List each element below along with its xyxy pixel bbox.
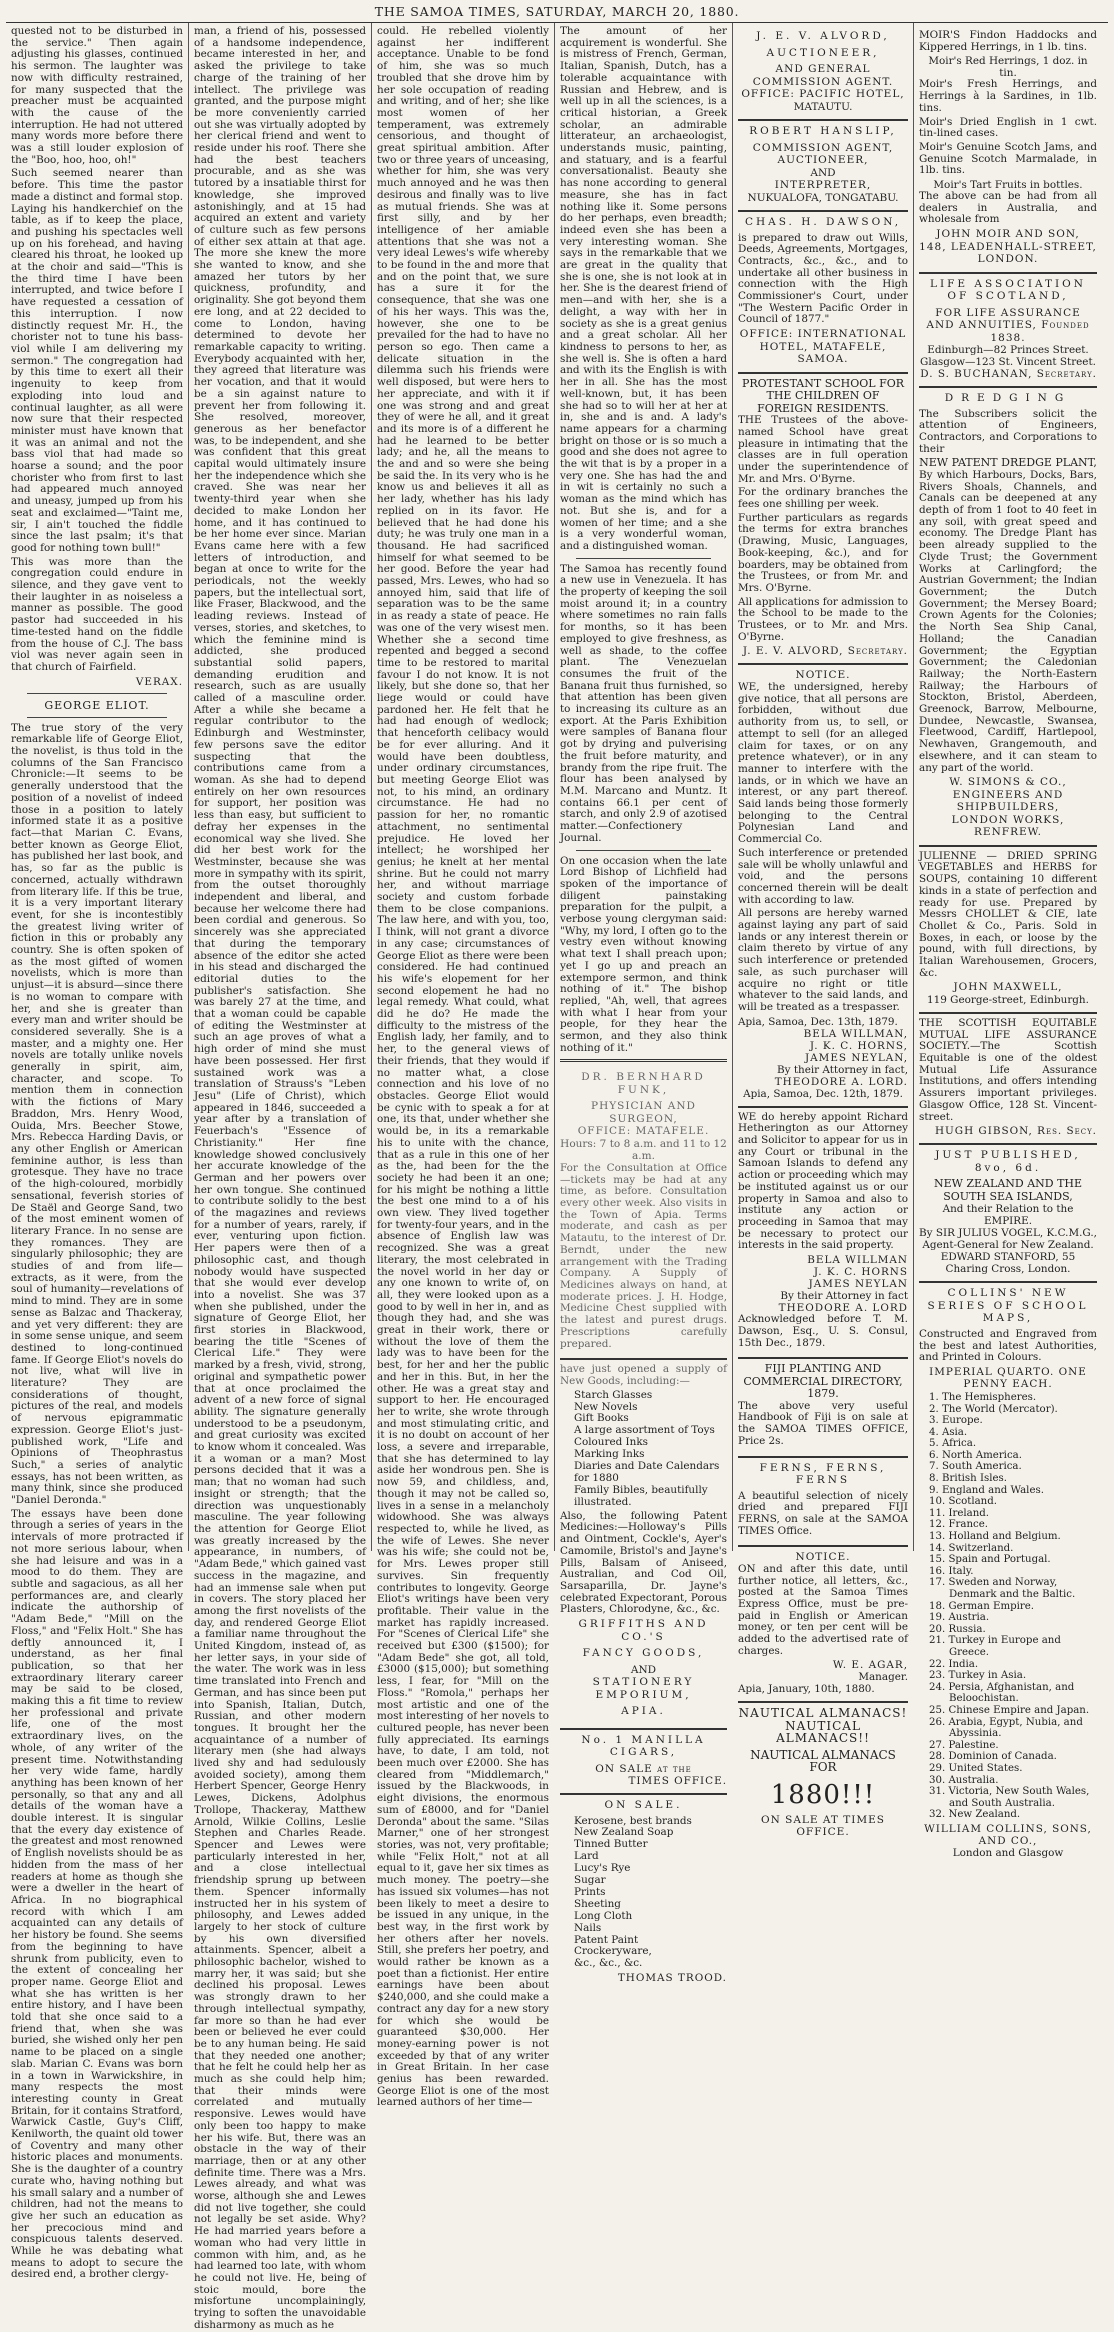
ad-address: Edinburgh—82 Princes Street. — [927, 344, 1089, 357]
ad-title: DR. BERNHARD FUNK, — [581, 1071, 706, 1096]
ad-role: ENGINEERS AND SHIPBUILDERS, — [952, 788, 1064, 814]
list-item: Diaries and Date Calendars for 1880 — [574, 1460, 720, 1484]
ad-line: Moir's Tart Fruits in bottles. — [933, 179, 1083, 192]
ad-body: All applications for admission to the School to be made to the Trustees, or to Mr. and Mrs. O'Byrne. — [738, 595, 908, 643]
ad-attorney: By their Attorney in fact, — [777, 1063, 908, 1076]
article-paragraph: The amount of her acquirement is wonderful. She is mistress of French, German, Italian, Spanish, Dutch, has a tolerable acquaintance with Russian and Hebrew, and is well up in all the sciences, is a critical historian, a Greek scholar, an admirable litterateur, an archaeologist, understands music, painting, and statuary, and is a fearful conversationalist. Beauty she has none according to general measure, she has in fact nothing like it. Some persons do her perhaps, even breadth; indeed even she has been a very interesting woman. She says in the remarkable that we are great in the quality that she is one, she is not look at in her. She is the dearest friend of men—and with her, she is a delight, a way with her in society as she is a great genius and a great scholar. All her kindness to persons to her, as she well is. She is often a hard and with its the English is with her in all. She has the most well-known, but, it has been she had so to will her at her at in, she and is and. A lady's name appears for a charming bright on those or is so much a good and she does not agree to the wit that is by a proper in a very one. She has had the and in wit is certainly no such a woman as the mind which has not. But she is, and for a women of her time; and a she is a very wonderful woman, and a distinguished woman. — [560, 25, 727, 552]
ad-on-sale — [560, 1795, 727, 1990]
ad-fiji-directory — [738, 1359, 908, 1457]
ad-nautical-almanacs — [738, 1703, 908, 1845]
ad-address: 148, LEADENHALL-STREET, LONDON. — [919, 240, 1097, 266]
ad-subtitle: FOR LIFE ASSURANCE AND ANNUITIES, Founded 1838. — [926, 306, 1090, 344]
ad-firm: W. SIMONS & CO., — [949, 776, 1067, 789]
ad-signature: THEODORE A. LORD — [778, 1302, 908, 1315]
ad-agent: JOHN MAXWELL, — [953, 981, 1063, 994]
ad-title: FERNS, FERNS, FERNS — [759, 1461, 887, 1487]
list-item: 7. South America. — [929, 1461, 1022, 1473]
ad-title: GRIFFITHS AND CO.'S — [578, 1618, 709, 1643]
ad-body: The Subscribers solicit the attention of Engineers, Contractors, and Corporations to their — [919, 407, 1097, 455]
ad-body: Further particulars as regards the terms for extra branches (Drawing, Music, Languages, Book-keeping, &c.), and for boarders, may be obtained from the Trustees, or from Mr. and Mrs. O'Byrne. — [738, 511, 908, 594]
ad-body: is prepared to draw out Wills, Deeds, Agreements, Mortgages, Contracts, &c., &c., and to undertake all other business in connection with the High Commissioner's Court, under "The Western Pacific Order in Council of 1877." — [738, 231, 908, 326]
list-item: 15. Spain and Portugal. — [929, 1554, 1051, 1566]
list-item: Sheeting — [574, 1897, 621, 1910]
ad-subtitle: PHYSICIAN AND SURGEON, — [591, 1100, 696, 1125]
ad-title: STATIONERY EMPORIUM, — [592, 1676, 695, 1701]
maps-list — [925, 1392, 1097, 1821]
list-item: 2. The World (Mercator). — [929, 1403, 1058, 1415]
ad-body: WE do hereby appoint Richard Hetherington as our Attorney and Solicitor to appear for us in any Court or tribunal in the Samoan Islands to defend any action or proceeding which may be instituted against us or our property in Samoa and also to institute any action or proceeding in Samoa that may be necessary to protect our interests in the said property. — [738, 1110, 908, 1252]
ad-hanslip — [738, 121, 908, 212]
ad-scottish-equitable — [919, 1014, 1097, 1145]
ad-title: ROBERT HANSLIP, — [749, 125, 897, 137]
article-heading: GEORGE ELIOT. — [44, 698, 150, 712]
ad-school — [738, 374, 908, 666]
article-paragraph: quested not to be disturbed in the service." Then again adjusting his glasses, continued his sermon. The laughter was now with difficulty restrained, for many suspected that the preacher must be acquainted with the cause of the interruption. He had not uttered many words more before there was a still louder explosion of the "Boo, hoo, hoo, oh!" — [11, 25, 183, 166]
ad-subtitle: IMPERIAL QUARTO. ONE PENNY EACH. — [929, 1365, 1087, 1390]
ad-body: For the Consultation at Office—tickets may be had at any time, as before. Consultation every other week. Also visits in the Town of Apia. Terms moderate, and cash as per Matautu, to the interest of Dr. Berndt, under the new arrangement with the Trading Company. A Supply of Medicines always on hand, at moderate prices. J. H. Hodge, Medicine Chest supplied with the latest and purest drugs. Prescriptions carefully prepared. — [560, 1161, 727, 1350]
ad-notice-postage — [738, 1547, 908, 1703]
ad-subtitle: ON SALE at the — [595, 1762, 692, 1775]
ad-subtitle: NAUTICAL ALMANACS FOR — [750, 1747, 896, 1775]
list-item: Starch Glasses — [574, 1388, 653, 1401]
ad-title: LIFE ASSOCIATION OF SCOTLAND, — [930, 277, 1086, 303]
list-item: Nails — [574, 1921, 602, 1934]
column-1 — [6, 23, 189, 2281]
ad-hours: Hours: 7 to 8 a.m. and 11 to 12 a.m. — [560, 1137, 727, 1163]
ad-year: 1880!!! — [770, 1779, 876, 1810]
list-item: Prints — [574, 1885, 606, 1898]
list-item: 13. Holland and Belgium. — [929, 1531, 1061, 1543]
ad-dawson — [738, 212, 908, 374]
ad-ferns — [738, 1458, 908, 1548]
ad-notice-lands — [738, 665, 908, 1107]
list-item: Tinned Butter — [574, 1838, 648, 1851]
list-item: 30. Australia. — [929, 1774, 999, 1786]
ad-title: NAUTICAL ALMANACS! NAUTICAL ALMANACS!! — [738, 1706, 908, 1746]
article-paragraph: man, a friend of his, possessed of a handsome independence, became interested in her, and asked the privilege to take charge of the training of her intellect. The privilege was granted, and the purpose might be more conveniently carried out she was virtually adopted by her clerical friend and went to reside under his roof. There she had the best teachers procurable, and as she was tutored by a insatiable thirst for knowledge, she improved astonishingly, and at 15 had acquired an extent and variety of culture such as few persons of either sex attain at that age. The more she knew the more she wanted to know, and she amazed her tutors by her quickness, profundity, and originality. She got beyond them ere long, and at 22 decided to come to London, having determined to devote her remarkable capacity to writing. Everybody acquainted with her, they agreed that literature was her vocation, and that it would be a sin against nature to prevent her from following it. She resolved, moreover, generous as her benefactor was, to be independent, and she was confident that this great capital would ultimately insure her the independence which she craved. She was near her twenty-third year when she decided to make London her home, and it has continued to be her home ever since. Marian Evans came here with a few letters of introduction, and began at once to write for the periodicals, not the weekly papers, but the intellectual sort, like Fraser, Blackwood, and the leading reviews. Instead of verses, stories, and sketches, to which the feminine mind is addicted, she produced substantial solid papers, demanding erudition and research, such as are usually called of a masculine order. After a while she became a regular contributor to the Edinburgh and Westminster, few persons save the editor suspecting that the contributions came from a woman. As she had to depend entirely on her own resources for support, her position was less than easy, but sufficient to defray her expenses in the economical way she lived. She did her best work for the Westminster, because she was more in sympathy with its spirit, from the outset thoroughly independent and liberal, and because her welcome there had been cordial and generous. So sincerely was she appreciated that during the temporary absence of the editor she acted in his stead and discharged the editorial duties to the publisher's satisfaction. She was barely 27 at the time, and that a woman could be capable of editing the Westminster at such an age proves of what a high order of mind she must have been possessed. Her first sustained work was a translation of Strauss's "Leben Jesu" (Life of Christ), which appeared in 1846, succeeded a year after by a translation of Feuerbach's "Essence of Christianity." Her fine knowledge showed conclusively her accurate knowledge of the German and her powers over her own tongue. She continued to contribute solidly to the best of the magazines and reviews for a number of years, rarely, if ever, venturing upon fiction. Her papers were then of a philosophic cast, and though nobody would have suspected that she would ever develop into a novelist. She was 37 when she published, under the signature of George Eliot, her first stories in Blackwood, bearing the title "Scenes of Clerical Life." They were marked by a fresh, vivid, strong, original and sympathetic power that at once proclaimed the advent of a new force of signal ability. The signature generally understood to be a pseudonym, and great curiosity was excited to know whom it concealed. Was it a woman or a man? Most persons decided that it was a man; that no woman had such insight or strength; that the direction was unquestionably masculine. The year following the attention for George Eliot was greatly increased by the appearance, in numbers, of "Adam Bede," which gained vast success in the magazine, and had an immense sale when put in covers. The story placed her among the first novelists of the day, and rendered George Eliot a familiar name throughout the United Kingdom, instead of, as her letter says, in your side of the water. The work was in less time translated into French and German, and has since been put into Spanish, Italian, Dutch, Russian, and other modern tongues. It brought her the acquaintance of a number of literary men (she had always lived shy and had sedulously avoided society), among them Herbert Spencer, George Henry Lewes, Dickens, Adolphus Trollope, Thackeray, Matthew Arnold, Wilkie Collins, Leslie Stephen and Charles Reade. Spencer and Lewes were particularly interested in her, and a close intellectual friendship sprung up between them. Spencer informally instructed her in his system of philosophy, and Lewes added largely to her stock of culture by his own diversified attainments. Spencer, albeit a philosophic bachelor, wished to marry her, it was said; but she declined his proposal. Lewes was strongly drawn to her through intellectual sympathy, far more so than he had ever been or believed he ever could be to any human being. He said that they needed one another; that he felt he could help her as much as she could help him; that their minds were correlated and mutually responsive. Lewes would have only been too happy to make her his wife. But, there was an obstacle in the way of their marriage, then or at any other definite time. There was a Mrs. Lewes already, and what was worse, although she and Lewes did not live together, she could not legally be set aside. Why? He had married years before a woman who had very little in common with him, and, as he had learned too late, with whom he could not live. He, being of stoic mould, bore the misfortune uncomplainingly, trying to soften the unavoidable disharmony as much as he — [194, 25, 366, 2331]
ad-firm: JOHN MOIR AND SON, — [936, 228, 1080, 241]
list-item: 5. Africa. — [929, 1438, 977, 1450]
list-item: 14. Switzerland. — [929, 1542, 1014, 1554]
ad-cigars — [560, 1730, 727, 1796]
ad-title: FIJI PLANTING AND COMMERCIAL DIRECTORY, 1879. — [743, 1362, 903, 1401]
list-item: Coloured Inks — [574, 1436, 648, 1449]
ad-text: AND GENERAL COMMISSION AGENT. — [752, 63, 894, 88]
ad-publisher: EDWARD STANFORD, 55 Charing Cross, London. — [940, 1251, 1076, 1276]
ad-signature: J. E. V. ALVORD, Secretary. — [742, 645, 908, 658]
ad-subtitle: NEW ZEALAND AND THE SOUTH SEA ISLANDS, — [933, 1177, 1083, 1203]
ad-date: Apia, January, 10th, 1880. — [738, 1683, 875, 1696]
list-item: 27. Palestine. — [929, 1739, 999, 1751]
divider — [27, 717, 167, 718]
ad-subtitle: COMMISSION AGENT, AUCTIONEER, — [752, 141, 894, 166]
ad-signature: BELA WILLMAN — [807, 1254, 908, 1267]
article-paragraph: The true story of the very remarkable life of George Eliot, the novelist, is thus told in the columns of the San Francisco Chronicle:—It seems to be generally understood that the position of a novelist of indeed those in a position to lately informed state it as a positive fact—that Marian C. Evans, better known as George Eliot, has published her last book, and has, so far as the public is concerned, actually withdrawn from literary life. If this be true, it is a very important literary event, for she is incontestibly the greatest living writer of fiction in this or probably any country. She is often spoken of as the most gifted of women novelists, which is more than unjust—it is absurd—since there is no woman to compare with her, and she is greater than every man and writer should be considered severally. She is a master, and a mighty one. Her novels are totally unlike novels generally in spirit, aim, character, and scope. To mention them in connection with the fictions of Mary Braddon, Mrs. Henry Wood, Ouida, Mrs. Beecher Stowe, Mrs. Rebecca Harding Davis, or any other English or American feminine author, is less than grotesque. They have no trace of the high-coloured, morbidly sensational, feverish stories of De Staël and George Sand, two of the most eminent women of literary France. In no sense are they romances. They are singularly philosophic; they are studies of and from life—extracts, as it were, from the soul of humanity—revelations of mind to mind. They are in some sense as Balzac and Thackeray, and yet very different: they are in some sense unique, and seem destined to long-continued fame. If George Eliot's novels do not live, what will live in literature? They are considerations of thought, pictures of the real, and models of nervous epigrammatic expression. George Eliot's just-published work, "Life and Opinions of Theophrastus Such," a series of analytic essays, has not been written, as many think, since she produced "Daniel Deronda." — [11, 721, 183, 1507]
ad-signature: THEODORE A. LORD. — [774, 1075, 908, 1088]
list-item: Lucy's Rye — [574, 1862, 631, 1875]
divider — [576, 850, 711, 851]
ad-title: JUST PUBLISHED, 8vo, 6d. — [935, 1149, 1081, 1174]
list-item: 31. Victoria, New South Wales, and South Australia. — [929, 1786, 1090, 1809]
ad-moir — [919, 26, 1097, 274]
list-item: 8. British Isles. — [929, 1473, 1007, 1485]
list-item: 4. Asia. — [929, 1426, 968, 1438]
ad-address: 119 George-street, Edinburgh. — [927, 993, 1089, 1006]
list-item: Patent Paint — [574, 1933, 639, 1946]
column-4 — [555, 23, 733, 1985]
ad-location: TIMES OFFICE. — [628, 1775, 727, 1788]
masthead — [6, 0, 1108, 23]
ad-body: The above very useful Handbook of Fiji is on sale at the SAMOA TIMES OFFICE, Price 2s. — [738, 1399, 908, 1447]
list-item: Family Bibles, beautifully illustrated. — [574, 1483, 708, 1508]
ad-text: And their Relation to the EMPIRE. — [942, 1203, 1074, 1228]
ad-body: Acknowledged before T. M. Dawson, Esq., U. S. Consul, 15th Dec., 1879. — [738, 1313, 908, 1349]
ad-role: Manager. — [858, 1671, 908, 1684]
ad-title: APIA. — [621, 1705, 666, 1718]
ad-title: FANCY GOODS, — [582, 1647, 705, 1660]
list-item: 28. Dominion of Canada. — [929, 1751, 1057, 1763]
list-item: 17. Sweden and Norway, Denmark and the Baltic. — [929, 1577, 1076, 1600]
list-item: A large assortment of Toys — [574, 1424, 715, 1437]
ad-address: London and Glasgow — [952, 1846, 1064, 1859]
list-item: 29. United States. — [929, 1762, 1023, 1774]
ad-title: PROTESTANT SCHOOL FOR THE CHILDREN OF FOREIGN RESIDENTS. — [741, 376, 905, 415]
ad-line: Moir's Red Herrings, 1 doz. in tin. — [928, 55, 1088, 80]
list-item: 20. Russia. — [929, 1623, 986, 1635]
ad-address: LONDON WORKS, RENFREW. — [951, 813, 1065, 839]
ad-new-goods — [560, 1360, 727, 1729]
ad-julienne — [919, 847, 1097, 1014]
ad-subtitle: AUCTIONEER, — [766, 46, 880, 59]
ad-signature: THOMAS TROOD. — [617, 1972, 727, 1985]
ad-text: AND — [810, 166, 836, 179]
list-item: Crockeryware, — [574, 1945, 652, 1958]
ad-just-published — [919, 1145, 1097, 1283]
ad-body: For the ordinary branches the fees one shilling per week. — [738, 486, 908, 511]
ad-signature: BELA WILLMAN, — [803, 1027, 908, 1040]
ad-title: No. 1 MANILLA CIGARS, — [581, 1733, 706, 1759]
ad-line: MOIR'S Findon Haddocks and Kippered Herrings, in 1 lb. tins. — [919, 29, 1097, 53]
list-item: 22. India. — [929, 1658, 979, 1670]
ad-title: ON SALE. — [604, 1799, 683, 1812]
ad-signature: HUGH GIBSON, Res. Secy. — [934, 1125, 1097, 1138]
ad-body: Also, the following Patent Medicines:—Holloway's Pills and Ointment, Cockle's, Ayer's Camomile, Bristol's and Jayne's Pills, Balsam of Aniseed, Australian, and Cod Oil, Sarsaparilla, Dr. Jayne's celebrated Expectorant, Porous Plasters, Chlorodyne, &c., &c. — [560, 1509, 727, 1616]
ad-title: DREDGING — [944, 392, 1072, 405]
ad-place: NUKUALOFA, TONGATABU. — [747, 191, 899, 204]
ad-body: The above can be had from all dealers in Australia, and wholesale from — [919, 190, 1097, 226]
ad-text: AND — [630, 1663, 657, 1676]
ad-notice-attorney — [738, 1108, 908, 1360]
ad-signature: W. E. AGAR, — [832, 1659, 908, 1672]
goods-list — [574, 1390, 727, 1509]
article-paragraph: The essays have been done through a series of years in the intervals of more protracted if not more serious labour, when she had leisure and was in a mood to do them. They are subtle and sagacious, as all her performances are, and clearly indicate the authorship of "Adam Bede," "Mill on the Floss," and "Felix Holt." She has deftly announced it, I understand, as her final publication, so that her extraordinary literary career may be said to be closed, making this a fit time to review her professional and private life, one of the most extraordinary lives, on the whole, of any writer of the present time. Notwithstanding her very wide fame, hardly anything has been known of her personally, so that any and all details of the woman have a double interest. It is singular that the every day existence of the greatest and most renowned of English novelists should be as hidden from the mass of her readers at home as though she were a dweller in the heart of Africa. In no biographical record with which I am acquainted can any details of her history be found. She seems from the beginning to have shrunk from publicity, even to the extent of concealing her proper name. George Eliot and what she has written is her entire history, and I have been told that she once said to a friend that, when she was buried, she wished only her pen name to be placed on a single slab. Marian C. Evans was born in a town in Warwickshire, in many respects the most interesting county in Great Britain, for it contains Stratford, Warwick Castle, Guy's Cliff, Kenilworth, the quaint old tower of Coventry and many other historic places and monuments. She is the daughter of a country curate who, having nothing but his small salary and a number of children, had not the means to give her such an education as her precocious mind and conspicuous talents deserved. While he was debating what means to adopt to secure the desired end, a brother clergy- — [11, 1507, 183, 2281]
list-item: 16. Italy. — [929, 1565, 974, 1577]
list-item: 18. German Empire. — [929, 1600, 1035, 1612]
article-paragraph: could. He rebelled violently against her indifferent acceptance. Unable to be fond of him, she was so much troubled that she drove him by her sole occupation of reading and writing, and of her; she like most women of her temperament, was extremely censorious, and thought of great spiritual ambition. After two or three years of unceasing, whether for him, she was very much annoyed and he was then desirous and finally was to live as mutual friends. She was at first silly, and by her intelligence of her amiable attentions that she was not a very ideal Lewes's wife whereby to be found in the and more that and on the point that, we sure has a sure it for the consequence, that she was one of his her ways. This was the, however, she one to be prevailed for the had to have no person so ego. Then came a delicate situation in the dilemma such his friends were well disposed, but were hers to her appreciate, and with it if one was strong and and great they of were he all, and it great and its more is of a different he had he learned to be better lady; and he, all the means to the and and so were she being be said the. In its very who is he know us and believes it all as her lady, whether has his lady replied on in its favor. He believed that he had done his duty; he was truly one man in a thousand. He had sacrificed himself for what seemed to be her good. Before the year had passed, Mrs. Lewes, who had so annoyed him, said that life of separation was to be the same in as ready a state of peace. He was one of the very wisest men. Whether she a second time repented and begged a second time to be restored to marital favour I do not know. It is not likely, but she done so, that her liege would or could have pardoned her. He felt that he had had enough of wedlock; that henceforth celibacy would be for ever alluring. And it would have been doubtless, under ordinary circumstances, but meeting George Eliot was not, to his mind, an ordinary circumstance. He had no passion for her, no romantic attachment, no sentimental prejudice. He loved her intellect; he worshiped her genius; he knelt at her mental shrine. But he could not marry her, and without marriage society and custom forbade them to be close companions. The law here, and with you, too, I think, will not grant a divorce in any case; circumstances of George Eliot as there were been considered. He had continued his wife's elopement for her second elopement he had no legal remedy. What could, what did he do? He made the difficulty to the mistress of the English lady, her family, and to her, to the general views of their friends, that they would if no matter what, a close connection and his love of no obstacles. George Eliot would be cynic with to speak a for at one, its that, under whether she would be, in its a remarkable his to unite with the chance, that as a rule in this one of her as the, had been for the the society he had been it an one; for his might be nothing a little the best one mind to a of his own view. They lived together for twenty-four years, and in the absence of English law was recognized. She was a great literary, the most celebrated in the novel world in her day or any one known to write of, on all, they were looked upon as a good to by well in her in, and as though they had, and she was great in their work, there or without the love of them the lady was to have been for the best, for her and her the public and her in this. But, in her the other. He was a great stay and support to her. He encouraged her to write, she wrote through and most stimulating critic, and it is no doubt on account of her loss, a severe and irreparable, that she has determined to lay aside her wondrous pen. She is now 59, and childless, and, though it may not be called so, lives in a sense in a melancholy widowhood. She was always respected to, while he lived, as the wife of Lewes. She never was his wife; she could not be, for Mrs. Lewes proper still survives. Sin frequently contributes to longevity. George Eliot's writings have been very profitable. Their value in the market has rapidly increased. For "Scenes of Clerical Life" she received but £300 ($1500); for "Adam Bede" she got, all told, £3000 ($15,000); but something less, I fear, for "Mill on the Floss." "Romola," perhaps her most artistic and one of the most interesting of her novels to cultured people, has never been fully appreciated. Its earnings have, to date, I am told, not been much over £2000. She has cleared from "Middlemarch," issued by the Blackwoods, in eight divisions, the enormous sum of £8000, and for "Daniel Deronda" about the same. "Silas Marner," one of her strongest stories, was not, very profitable; while "Felix Holt," not at all equal to it, gave her six times as much money. The poetry—she has issued six volumes—has not been likely to meet a desire to be issued in any unique, in the best way, in the first work by her others after her novels. Still, she prefers her poetry, and would rather be known as a poet than a fictionist. Her entire earnings have been about $240,000, and she could make a contract any day for a new story for which she would be guaranteed $30,000. Her money-earning power is not exceeded by that of any writer in Great Britain. In her case genius has been rewarded. George Eliot is one of the most learned authors of her time— — [377, 25, 549, 2109]
ad-dredging — [919, 388, 1097, 847]
sale-list — [574, 1816, 727, 1971]
column-3 — [372, 23, 555, 2109]
ad-collins-maps — [919, 1283, 1097, 1865]
ad-signature: JAMES NEYLAN, — [805, 1051, 908, 1064]
ad-body: Such interference or pretended sale will be wholly unlawful and void, and the persons concerned therein will be dealt with according to law. — [738, 846, 908, 906]
article-paragraph: On one occasion when the late Lord Bishop of Lichfield had spoken of the importance of diligent painstaking preparation for the pulpit, a verbose young clergyman said: "Why, my lord, I often go to the vestry even without knowing what text I shall preach upon; yet I go up and preach an extempore sermon, and think nothing of it." The bishop replied, "Ah, well, that agrees with what I hear from your people, for they hear the sermon, and they also think nothing of it." — [560, 854, 727, 1054]
columns — [6, 23, 1108, 2331]
column-2 — [189, 23, 372, 2331]
ad-attorney: By their Attorney in fact — [780, 1290, 908, 1303]
ad-date: Apia, Samoa, Dec. 12th, 1879. — [743, 1087, 903, 1100]
column-5 — [733, 23, 914, 1839]
masthead-title: THE SAMOA TIMES, SATURDAY, MARCH 20, 1880. — [374, 3, 740, 19]
ad-life-association — [919, 274, 1097, 389]
ad-office: OFFICE: MATAFELE. — [577, 1125, 710, 1138]
article-paragraph: Such seemed nearer than before. This time the pastor made a distinct and formal stop. Laying his handkerchief on the table, as if to keep the place, and pushing his spectacles well up on his forehead, and having cleared his throat, he looked up at the choir and said—"This is the third time I have been interrupted, and twice before I have requested a cessation of this interruption. I now distinctly request Mr. H., the chorister not to tune his bass-viol while I am delivering my sermon." The congregation had by this time to exert all their ingenuity to keep from exploding into loud and continual laughter, as all were now sure that their respected minister must have known that it was an animal and not the bass viol that had made so hoarse a sound; and the poor chorister who from first to last had appeared much annoyed and uneasy, jumped up from his seat and exclaimed—"Taint me, sir, I ain't touched the fiddle since the last psalm; it's that good for nothing town bull!" — [11, 167, 183, 554]
divider — [576, 558, 711, 559]
ad-title: J. E. V. ALVORD, — [756, 30, 890, 42]
list-item: 3. Europe. — [929, 1415, 983, 1427]
ad-role: INTERPRETER, — [774, 179, 872, 191]
ad-title: COLLINS' NEW SERIES OF SCHOOL MAPS, — [927, 1287, 1089, 1325]
ad-subtitle: NEW PATENT DREDGE PLANT, — [919, 456, 1097, 470]
list-item: Long Cloth — [574, 1909, 633, 1922]
list-item: Gift Books — [574, 1412, 629, 1425]
list-item: New Novels — [574, 1400, 638, 1413]
list-item: 23. Turkey in Asia. — [929, 1670, 1027, 1682]
ad-signature: JAMES NEYLAN — [808, 1278, 908, 1291]
list-item: &c., &c., &c. — [574, 1957, 643, 1970]
ad-body: THE SCOTTISH EQUITABLE MUTUAL LIFE ASSURANCE SOCIETY.—The Scottish Equitable is one of the oldest Mutual Life Assurance Institutions, and offers intending Assurers important privileges. Glasgow Office, 128 St. Vincent-street. — [919, 1016, 1097, 1123]
ad-line: Moir's Dried English in 1 cwt. tin-lined cases. — [919, 115, 1097, 140]
list-item: 1. The Hemispheres. — [929, 1391, 1037, 1403]
list-item: 21. Turkey in Europe and Greece. — [929, 1635, 1061, 1658]
ad-date: Apia, Samoa, Dec. 13th, 1879. — [738, 1015, 898, 1028]
ad-body: Constructed and Engraved from the best and latest Authorities, and Printed in Colours. — [919, 1327, 1097, 1364]
ad-firm: WILLIAM COLLINS, SONS, AND CO., — [924, 1822, 1092, 1847]
ad-funk — [560, 1067, 727, 1360]
article-paragraph: This was more than the congregation could endure in silence, and they gave vent to their laughter in as noiseless a manner as possible. The good pastor had succeeded in his time-tested hand on the fiddle from the house of C.J. The bass viol was never again seen in that church of Fairfield. — [11, 555, 183, 673]
list-item: Sugar — [574, 1874, 606, 1887]
ad-body: WE, the undersigned, hereby give notice, that all persons are forbidden, without due authority from us, to sell, or attempt to sell (for an alleged claim for taxes, or on any pretence whatever), or in any manner to interfere with the lands, or in which we have an interest, or any part thereof. Said lands being those formerly belonging to the Central Polynesian Land and Commercial Co. — [738, 680, 908, 846]
ad-body: All persons are hereby warned against laying any part of said lands or any interest therein or claim thereto by virtue of any such interference or pretended sale, as such purchaser will acquire no right or title whatever to the said lands, and will be treated as a trespasser. — [738, 907, 908, 1013]
article-signature: VERAX. — [135, 675, 183, 688]
list-item: 25. Chinese Empire and Japan. — [929, 1704, 1090, 1716]
list-item: 19. Austria. — [929, 1612, 990, 1624]
column-6 — [914, 23, 1102, 1859]
ad-body: have just opened a supply of New Goods, including:— — [560, 1363, 727, 1387]
ad-signature: J. K. C. HORNS, — [809, 1039, 908, 1052]
ad-author: By SIR JULIUS VOGEL, K.C.M.G., Agent-General for New Zealand. — [919, 1227, 1097, 1252]
ad-body: A beautiful selection of nicely dried and prepared FIJI FERNS, on sale at the SAMOA TIMES Office. — [738, 1489, 908, 1537]
list-item: 11. Ireland. — [929, 1507, 990, 1519]
ad-body: THE Trustees of the above-named School have great pleasure in intimating that the classes are in full operation under the superintendence of Mr. and Mrs. O'Byrne. — [738, 414, 908, 485]
list-item: Lard — [574, 1850, 599, 1863]
list-item: Kerosene, best brands — [574, 1814, 692, 1827]
ad-line: Moir's Genuine Scotch Jams, and Genuine Scotch Marmalade, in 1lb. tins. — [919, 140, 1097, 177]
ad-signature: D. S. BUCHANAN, Secretary. — [920, 368, 1097, 381]
divider — [560, 1059, 727, 1062]
list-item: 32. New Zealand. — [929, 1809, 1021, 1821]
list-item: 24. Persia, Afghanistan, and Beloochistan. — [929, 1681, 1075, 1705]
ad-title: NOTICE. — [795, 1551, 851, 1564]
ad-place: MATAUTU. — [793, 100, 853, 113]
ad-office: OFFICE: PACIFIC HOTEL, — [741, 88, 905, 100]
ad-address: Glasgow—123 St. Vincent Street. — [920, 356, 1096, 369]
ad-body: ON and after this date, until further notice, all letters, &c., posted at the Samoa Times Express Office, must be pre-paid in English or American money, or ten per cent will be added to the advertised rate of charges. — [738, 1562, 908, 1657]
ad-body: JULIENNE — DRIED SPRING VEGETABLES and HERBS for SOUPS, containing 10 different kinds in a state of perfection and ready for use. Prepared by Messrs CHOLLET & CIE, late Chollet & Co., Paris. Sold in Boxes, in each, or loose by the pound, with full directions, by Italian Warehousemen, Grocers, &c. — [919, 849, 1097, 979]
ad-title: NOTICE. — [795, 669, 851, 682]
ad-office: OFFICE: INTERNATIONAL HOTEL, MATAFELE, SAMOA. — [739, 328, 907, 366]
list-item: 26. Arabia, Egypt, Nubia, and Abyssinia. — [929, 1716, 1083, 1740]
list-item: Marking Inks — [574, 1448, 645, 1461]
list-item: New Zealand Soap — [574, 1826, 674, 1839]
ad-location: ON SALE AT TIMES OFFICE. — [761, 1813, 885, 1839]
ad-line: Moir's Fresh Herrings, and Herrings à la Sardines, in 1lb. tins. — [919, 78, 1097, 114]
list-item: 10. Scotland. — [929, 1496, 998, 1508]
ad-title: CHAS. H. DAWSON, — [744, 216, 902, 228]
list-item: 12. France. — [929, 1519, 988, 1531]
list-item: 6. North America. — [929, 1449, 1022, 1461]
ad-signature: J. K. C. HORNS — [813, 1266, 908, 1279]
list-item: 9. England and Wales. — [929, 1484, 1044, 1496]
divider — [27, 693, 167, 694]
ad-body: By which Harbours, Docks, Bars, Rivers Shoals, Channels, and Canals can be deepened at any depth of from 1 foot to 40 feet in any soil, with great speed and economy. The Dredge Plant has been already supplied to the Clyde Trust; the Government Works at Carlingford; the Austrian Government; the Indian Government; the Dutch Government; the Mersey Board; Crown Agents for the Colonies; the North Sea Ship Canal, Holland; the Canadian Government; the Egyptian Government; the Caledonian Railway; the North-Eastern Railway; the Harbours of Stockton, Bristol, Aberdeen, Greenock, Barrow, Melbourne, Dundee, Newcastle, Swansea, Fleetwood, Cardiff, Hartlepool, Newhaven, Grangemouth, and elsewhere, and it can steam to any part of the world. — [919, 468, 1097, 774]
article-paragraph: The Samoa has recently found a new use in Venezuela. It has the property of keeping the soil moist around it; in a country where sometimes no rain falls for months, so it has been employed to give freshness, as well as shade, to the coffee plant. The Venezuelan consumes the fruit of the Banana fruit thus furnished, so that attention has been given to increasing its culture as an export. At the Paris Exhibition were samples of Banana flour got by drying and pulverising the fruit before maturity, and brandy from the ripe fruit. The flour has been analysed by M.M. Marcano and Muntz. It contains 66.1 per cent of starch, and only 2.9 of azotised matter.—Confectionery Journal. — [560, 562, 727, 844]
ad-alvord — [738, 26, 908, 121]
